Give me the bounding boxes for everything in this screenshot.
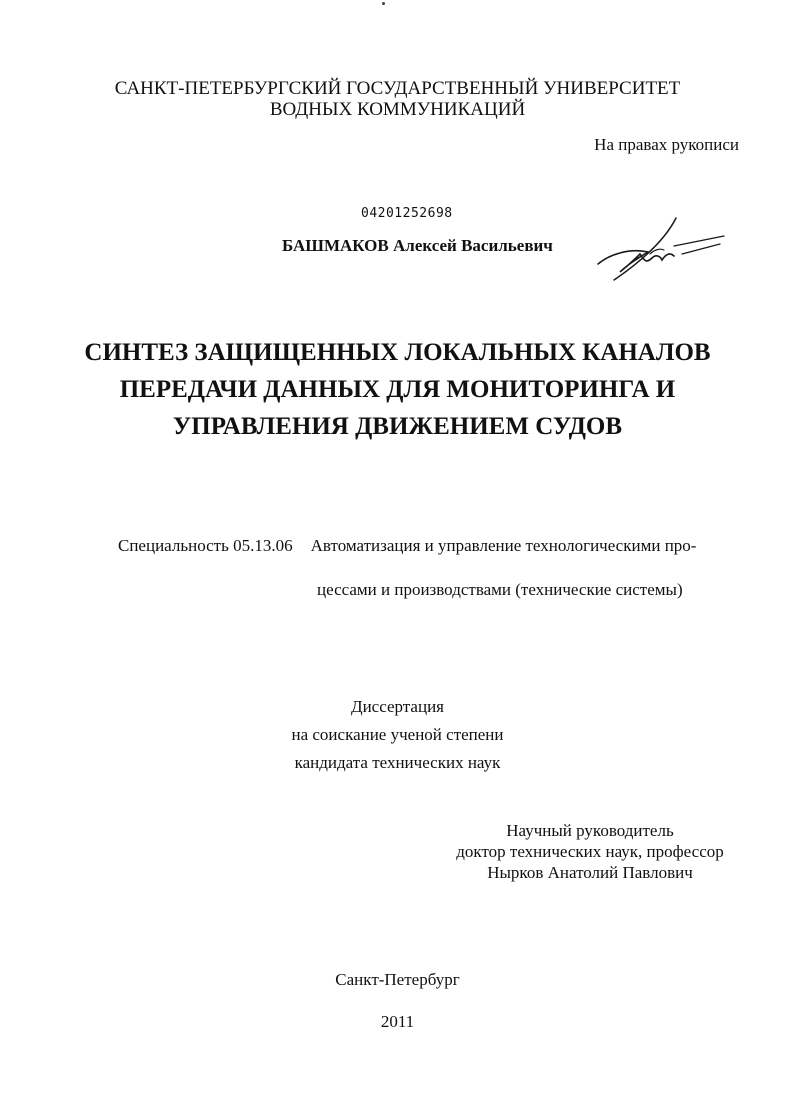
title-line-3: УПРАВЛЕНИЯ ДВИЖЕНИЕМ СУДОВ	[172, 413, 623, 440]
year: 2011	[380, 1012, 415, 1031]
degree-line-2: на соискание ученой степени	[291, 725, 504, 744]
scan-speck	[382, 2, 385, 5]
rights-note: На правах рукописи	[594, 135, 739, 154]
catalog-code: 04201252698	[361, 206, 453, 221]
university-line-2: ВОДНЫХ КОММУНИКАЦИЙ	[269, 99, 526, 120]
specialty-label: Специальность 05.13.06	[118, 536, 293, 555]
title-line-2: ПЕРЕДАЧИ ДАННЫХ ДЛЯ МОНИТОРИНГА И	[119, 376, 676, 403]
supervisor-block	[440, 820, 740, 883]
dissertation-degree	[0, 693, 795, 777]
university-header	[0, 78, 795, 120]
specialty-line-1	[118, 536, 696, 556]
supervisor-degree: доктор технических наук, профессор	[456, 842, 724, 861]
title-line-1: СИНТЕЗ ЗАЩИЩЕННЫХ ЛОКАЛЬНЫХ КАНАЛОВ	[84, 339, 711, 366]
author-signature	[590, 214, 725, 284]
city: Санкт-Петербург	[335, 970, 460, 989]
specialty-field-part-2: цессами и производствами (технические системы)	[317, 580, 683, 599]
specialty-field-part-1: Автоматизация и управление технологическими про-	[310, 536, 697, 555]
degree-line-1: Диссертация	[350, 697, 444, 716]
supervisor-name: Нырков Анатолий Павлович	[487, 863, 693, 882]
supervisor-role: Научный руководитель	[506, 821, 674, 840]
dissertation-title	[0, 334, 795, 445]
degree-line-3: кандидата технических наук	[294, 753, 501, 772]
university-line-1: САНКТ-ПЕТЕРБУРГСКИЙ ГОСУДАРСТВЕННЫЙ УНИВЕРСИТЕТ	[114, 78, 681, 99]
author-name: БАШМАКОВ Алексей Васильевич	[282, 236, 553, 255]
